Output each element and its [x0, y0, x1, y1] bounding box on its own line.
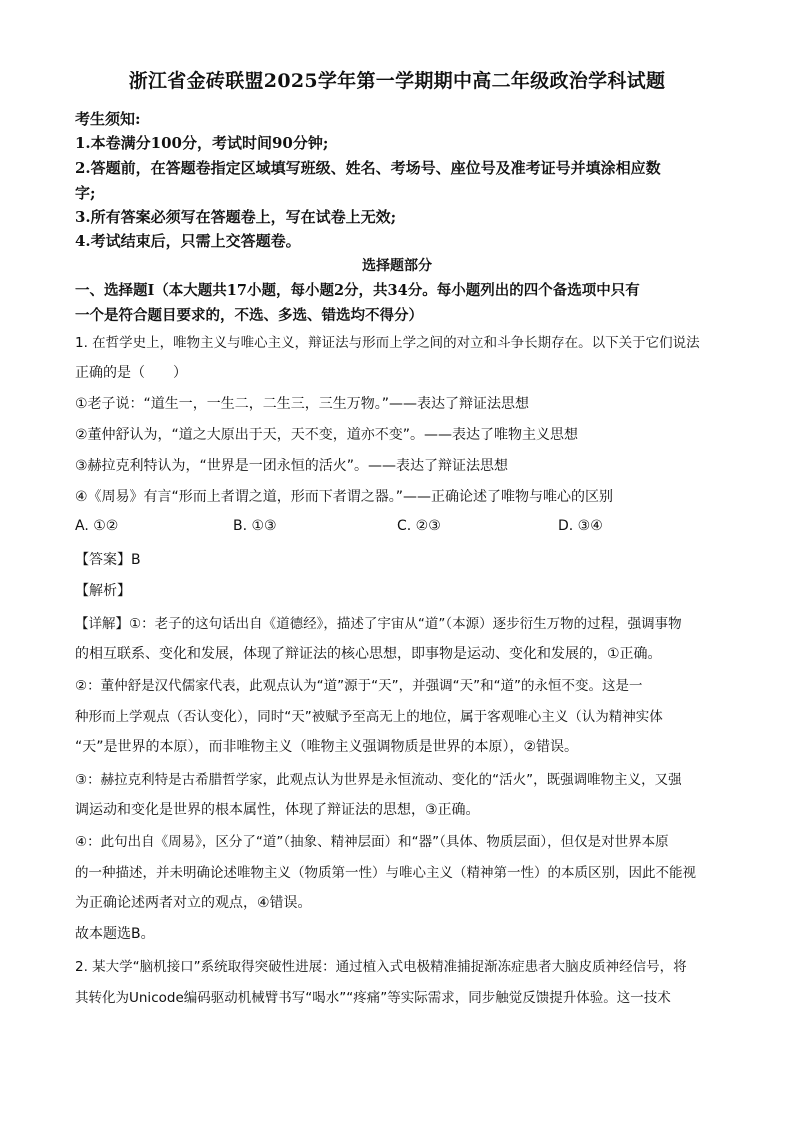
notice-item: 字;: [75, 184, 96, 202]
q1-answer: 【答案】B: [75, 552, 141, 568]
q1-analysis-line: ③：赫拉克利特是古希腊哲学家，此观点认为世界是永恒流动、变化的“活火”，既强调唯物主义，又强: [75, 772, 682, 788]
q1-analysis-line: “天”是世界的本原），而非唯物主义（唯物主义强调物质是世界的本原），②错误。: [75, 739, 579, 755]
q1-analysis-line: 种形而上学观点（否认变化），同时“天”被赋予至高无上的地位，属于客观唯心主义（认为精神实体: [75, 709, 663, 725]
q1-option-c: C. ②③: [397, 518, 441, 534]
q1-analysis-line: 的相互联系、变化和发展，体现了辩证法的核心思想，即事物是运动、变化和发展的，①正确。: [75, 646, 662, 662]
q1-statement: ①老子说：“道生一，一生二，二生三，三生万物。”——表达了辩证法思想: [75, 396, 530, 412]
notice-item: 2.答题前，在答题卷指定区域填写班级、姓名、考场号、座位号及准考证号并填涂相应数: [75, 159, 661, 177]
notice-heading: 考生须知:: [75, 110, 141, 128]
notice-item: 1.本卷满分100分，考试时间90分钟;: [75, 134, 329, 152]
q1-analysis-line: ④：此句出自《周易》，区分了“道”（抽象、精神层面）和“器”（具体、物质层面），但仅是对世界本原: [75, 834, 669, 850]
q1-analysis-line: 的一种描述，并未明确论述唯物主义（物质第一性）与唯心主义（精神第一性）的本质区别，因此不能视: [75, 865, 696, 881]
q1-statement: ③赫拉克利特认为，“世界是一团永恒的活火”。——表达了辩证法思想: [75, 458, 509, 474]
q1-analysis-line: 【详解】①：老子的这句话出自《道德经》，描述了宇宙从“道”（本源）逐步衍生万物的过程，强调事物: [75, 616, 682, 632]
q2-stem: 其转化为Unicode编码驱动机械臂书写“喝水”“疼痛”等实际需求，同步触觉反馈提升体验。这一技术: [75, 990, 671, 1006]
section-heading: 一个是符合题目要求的，不选、多选、错选均不得分）: [75, 307, 423, 324]
q1-option-b: B. ①③: [233, 518, 277, 534]
notice-item: 4.考试结束后，只需上交答题卷。: [75, 232, 301, 250]
section-heading: 一、选择题Ⅰ（本大题共17小题，每小题2分，共34分。每小题列出的四个备选项中只有: [75, 282, 640, 299]
q1-stem: 1. 在哲学史上，唯物主义与唯心主义，辩证法与形而上学之间的对立和斗争长期存在。以下关于它们说法: [75, 335, 700, 351]
notice-item: 3.所有答案必须写在答题卷上，写在试卷上无效;: [75, 208, 397, 226]
q2-stem: 2. 某大学“脑机接口”系统取得突破性进展：通过植入式电极精准捕捉渐冻症患者大脑皮质神经信号，将: [75, 959, 687, 975]
q1-analysis-line: 为正确论述两者对立的观点，④错误。: [75, 895, 312, 911]
q1-statement: ②董仲舒认为，“道之大原出于天，天不变，道亦不变”。——表达了唯物主义思想: [75, 427, 579, 443]
q1-option-a: A. ①②: [75, 518, 119, 534]
q1-statement: ④《周易》有言“形而上者谓之道，形而下者谓之器。”——正确论述了唯物与唯心的区别: [75, 489, 614, 505]
section-title: 选择题部分: [362, 258, 432, 274]
q1-analysis-line: 调运动和变化是世界的根本属性，体现了辩证法的思想，③正确。: [75, 802, 480, 818]
q1-analysis-label: 【解析】: [75, 583, 131, 599]
q1-option-d: D. ③④: [558, 518, 603, 534]
q1-conclusion: 故本题选B。: [75, 926, 155, 942]
page-title: 浙江省金砖联盟2025学年第一学期期中高二年级政治学科试题: [128, 70, 666, 92]
q1-stem: 正确的是（ ）: [75, 365, 187, 381]
q1-analysis-line: ②：董仲舒是汉代儒家代表，此观点认为“道”源于“天”，并强调“天”和“道”的永恒不变。这是一: [75, 678, 643, 694]
